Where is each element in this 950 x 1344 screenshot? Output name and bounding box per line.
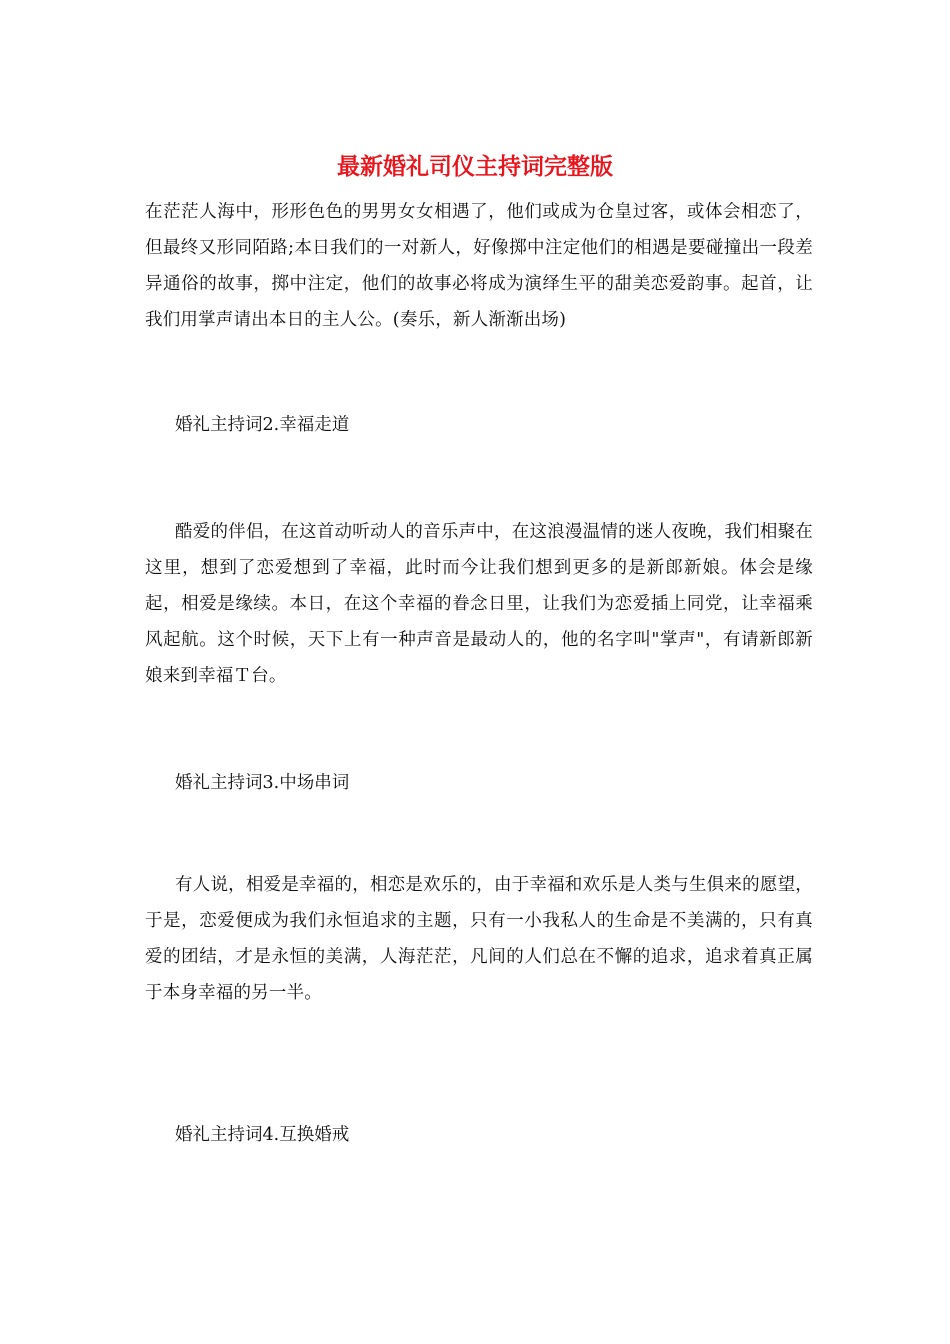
document-title: 最新婚礼司仪主持词完整版	[337, 154, 613, 180]
intro-paragraph: 在茫茫人海中，形形色色的男男女女相遇了，他们或成为仓皇过客，或体会相恋了，但最终又形同陌路;本日我们的一对新人，好像掷中注定他们的相遇是要碰撞出一段差异通俗的故事，掷中注定，他们的故事必将成为演绎生平的甜美恋爱韵事。起首，让我们用掌声请出本日的主人公。(奏乐，新人渐渐出场)	[145, 202, 813, 330]
section-heading-2: 婚礼主持词2.幸福走道	[175, 415, 350, 435]
section-heading-4: 婚礼主持词4.互换婚戒	[175, 1125, 350, 1145]
section-body-2: 酷爱的伴侣，在这首动听动人的音乐声中，在这浪漫温情的迷人夜晚，我们相聚在这里，想到了恋爱想到了幸福，此时而今让我们想到更多的是新郎新娘。体会是缘起，相爱是缘续。本日，在这个幸福的眷念日里，让我们为恋爱插上同党，让幸福乘风起航。这个时候，天下上有一种声音是最动人的，他的名字叫"掌声"，有请新郎新娘来到幸福Ｔ台。	[145, 522, 813, 686]
section-body-3: 有人说，相爱是幸福的，相恋是欢乐的，由于幸福和欢乐是人类与生俱来的愿望，于是，恋爱便成为我们永恒追求的主题，只有一小我私人的生命是不美满的，只有真爱的团结，才是永恒的美满，人海茫茫，凡间的人们总在不懈的追求，追求着真正属于本身幸福的另一半。	[145, 875, 813, 1003]
section-heading-3: 婚礼主持词3.中场串词	[175, 773, 350, 793]
